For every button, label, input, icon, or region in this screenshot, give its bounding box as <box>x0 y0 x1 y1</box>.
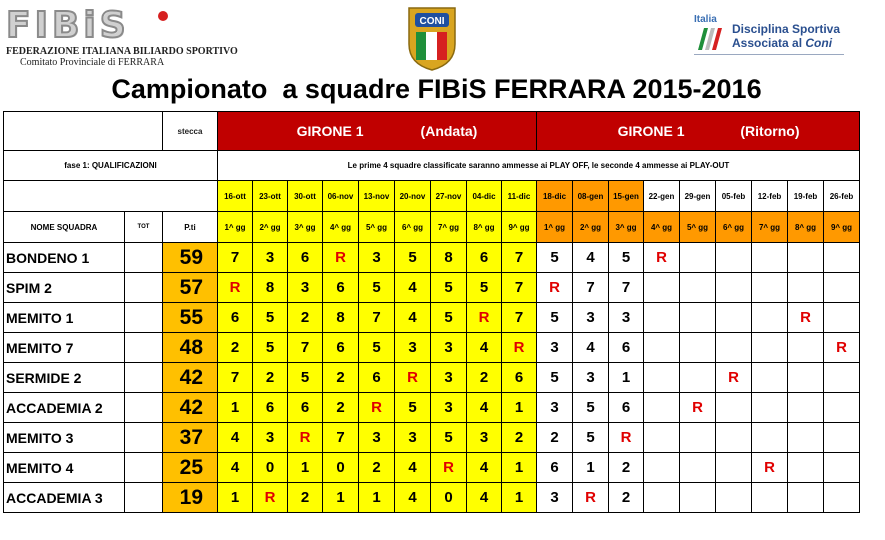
date-header: 22-gen <box>644 181 680 212</box>
fibis-logo-letters: FIBiS <box>6 5 130 46</box>
round-score: 6 <box>288 393 323 423</box>
round-score <box>716 453 752 483</box>
tot-cell <box>125 243 163 273</box>
round-score: 1 <box>573 453 609 483</box>
table-row <box>4 333 860 363</box>
italia-flag-mark-icon <box>696 26 724 52</box>
round-score <box>644 453 680 483</box>
round-score: 5 <box>431 303 467 333</box>
round-score: 3 <box>537 393 573 423</box>
round-score <box>680 303 716 333</box>
round-score <box>644 333 680 363</box>
round-score: 5 <box>537 303 573 333</box>
date-header: 26-feb <box>824 181 860 212</box>
round-score: R <box>467 303 502 333</box>
round-score <box>716 333 752 363</box>
round-score: 4 <box>467 393 502 423</box>
team-col-header: NOME SQUADRA <box>4 212 125 243</box>
date-header: 16-ott <box>218 181 253 212</box>
round-score <box>716 273 752 303</box>
round-score: 6 <box>609 333 644 363</box>
round-score: R <box>395 363 431 393</box>
round-score: 6 <box>537 453 573 483</box>
round-header: 9^ gg <box>824 212 860 243</box>
header-row-girone <box>4 112 860 151</box>
round-score <box>788 393 824 423</box>
round-score: 1 <box>502 453 537 483</box>
round-score <box>788 483 824 513</box>
round-header: 2^ gg <box>253 212 288 243</box>
blank-cell <box>4 181 218 212</box>
round-score: 2 <box>253 363 288 393</box>
date-header: 19-feb <box>788 181 824 212</box>
round-score: R <box>644 243 680 273</box>
round-score: 5 <box>395 243 431 273</box>
ritorno-girone: GIRONE 1 <box>617 123 685 139</box>
round-score <box>788 423 824 453</box>
italia-coni: Coni <box>805 36 833 50</box>
round-score <box>716 483 752 513</box>
round-header: 1^ gg <box>537 212 573 243</box>
round-score: R <box>502 333 537 363</box>
round-header: 9^ gg <box>502 212 537 243</box>
round-header: 4^ gg <box>323 212 359 243</box>
stecca-label: stecca <box>163 112 218 151</box>
tot-cell <box>125 333 163 363</box>
date-header: 15-gen <box>609 181 644 212</box>
round-score <box>752 243 788 273</box>
team-name: SERMIDE 2 <box>4 363 125 393</box>
round-score: 0 <box>253 453 288 483</box>
date-header: 30-ott <box>288 181 323 212</box>
round-score: 3 <box>359 423 395 453</box>
round-score <box>824 483 860 513</box>
round-score: 3 <box>431 333 467 363</box>
round-score: 3 <box>573 363 609 393</box>
round-score: 4 <box>218 453 253 483</box>
round-score <box>752 303 788 333</box>
round-score: 2 <box>609 483 644 513</box>
round-score <box>752 423 788 453</box>
round-score: 5 <box>253 333 288 363</box>
phase-note: Le prime 4 squadre classificate saranno ammesse ai PLAY OFF, le seconde 4 ammesse ai PLAY-OUT <box>218 151 860 181</box>
italia-word: Italia <box>694 14 717 25</box>
date-header: 12-feb <box>752 181 788 212</box>
round-score: 3 <box>537 333 573 363</box>
round-score: 3 <box>253 423 288 453</box>
tot-cell <box>125 393 163 423</box>
tot-cell <box>125 303 163 333</box>
round-score: 4 <box>467 483 502 513</box>
round-score: R <box>573 483 609 513</box>
round-score: 4 <box>573 243 609 273</box>
round-score: 4 <box>395 303 431 333</box>
date-header: 08-gen <box>573 181 609 212</box>
round-header: 8^ gg <box>788 212 824 243</box>
round-score <box>824 393 860 423</box>
round-score <box>752 333 788 363</box>
round-score: 6 <box>609 393 644 423</box>
round-score: R <box>431 453 467 483</box>
round-score <box>716 243 752 273</box>
round-score: 3 <box>609 303 644 333</box>
header-row-dates <box>4 181 860 212</box>
round-score: 0 <box>431 483 467 513</box>
round-score: R <box>609 423 644 453</box>
date-header: 06-nov <box>323 181 359 212</box>
round-score: 2 <box>218 333 253 363</box>
round-score: 3 <box>288 273 323 303</box>
round-score <box>644 273 680 303</box>
team-points: 57 <box>163 273 218 303</box>
blank-cell <box>4 112 163 151</box>
round-score <box>752 273 788 303</box>
round-header: 3^ gg <box>288 212 323 243</box>
round-score: 5 <box>431 273 467 303</box>
round-score: 2 <box>609 453 644 483</box>
round-score: 3 <box>537 483 573 513</box>
round-score: R <box>716 363 752 393</box>
round-score <box>788 453 824 483</box>
round-score: 3 <box>395 423 431 453</box>
team-name: MEMITO 1 <box>4 303 125 333</box>
round-score <box>824 453 860 483</box>
ritorno-header <box>537 112 860 151</box>
round-score: 8 <box>253 273 288 303</box>
team-points: 25 <box>163 453 218 483</box>
team-name: SPIM 2 <box>4 273 125 303</box>
round-score: 6 <box>323 273 359 303</box>
andata-header <box>218 112 537 151</box>
date-header: 11-dic <box>502 181 537 212</box>
round-score <box>752 393 788 423</box>
round-score: 6 <box>253 393 288 423</box>
round-score <box>824 423 860 453</box>
billiard-ball-icon <box>158 11 168 21</box>
andata-girone: GIRONE 1 <box>296 123 364 139</box>
round-score: 5 <box>537 363 573 393</box>
italia-line2: Associata al <box>732 36 803 50</box>
round-score: 7 <box>502 303 537 333</box>
round-score <box>644 423 680 453</box>
round-score <box>680 363 716 393</box>
tot-cell <box>125 363 163 393</box>
round-score: R <box>537 273 573 303</box>
round-score: 3 <box>395 333 431 363</box>
round-score: 2 <box>323 363 359 393</box>
team-points: 42 <box>163 363 218 393</box>
round-score: 1 <box>218 483 253 513</box>
round-header: 5^ gg <box>680 212 716 243</box>
italia-line2-wrap <box>732 36 840 50</box>
round-score: 7 <box>218 243 253 273</box>
round-score: 4 <box>395 483 431 513</box>
team-name: BONDENO 1 <box>4 243 125 273</box>
round-score: 4 <box>467 453 502 483</box>
team-points: 42 <box>163 393 218 423</box>
table-row <box>4 483 860 513</box>
table-row <box>4 453 860 483</box>
round-score <box>824 273 860 303</box>
round-score: 2 <box>467 363 502 393</box>
tot-cell <box>125 483 163 513</box>
round-score: 6 <box>502 363 537 393</box>
coni-badge-text: CONI <box>419 16 445 27</box>
round-score <box>788 363 824 393</box>
phase-label: fase 1: QUALIFICAZIONI <box>4 151 218 181</box>
round-score: 5 <box>467 273 502 303</box>
italia-coni-logo <box>694 14 854 56</box>
round-header: 7^ gg <box>752 212 788 243</box>
round-score: 2 <box>323 393 359 423</box>
team-points: 59 <box>163 243 218 273</box>
round-score <box>680 273 716 303</box>
table-row <box>4 273 860 303</box>
round-score: 5 <box>253 303 288 333</box>
fibis-committee: Comitato Provinciale di FERRARA <box>20 57 165 68</box>
italia-divider <box>694 54 844 55</box>
round-score <box>680 333 716 363</box>
team-name: MEMITO 4 <box>4 453 125 483</box>
round-header: 6^ gg <box>716 212 752 243</box>
team-points: 55 <box>163 303 218 333</box>
round-score: 1 <box>502 483 537 513</box>
round-score <box>680 423 716 453</box>
round-score: 5 <box>288 363 323 393</box>
round-score: R <box>323 243 359 273</box>
coni-shield-icon <box>403 4 461 72</box>
tot-cell <box>125 423 163 453</box>
round-score: 5 <box>537 243 573 273</box>
team-name: ACCADEMIA 3 <box>4 483 125 513</box>
round-score <box>680 453 716 483</box>
round-score: 5 <box>431 423 467 453</box>
round-score: 5 <box>573 393 609 423</box>
header-row-phase <box>4 151 860 181</box>
round-score: R <box>253 483 288 513</box>
round-score: 2 <box>537 423 573 453</box>
round-score: 7 <box>323 423 359 453</box>
team-points: 37 <box>163 423 218 453</box>
round-score <box>788 243 824 273</box>
round-score: R <box>680 393 716 423</box>
round-score <box>644 363 680 393</box>
round-score: 6 <box>288 243 323 273</box>
round-score: R <box>824 333 860 363</box>
round-score: 3 <box>253 243 288 273</box>
round-score <box>644 303 680 333</box>
team-points: 48 <box>163 333 218 363</box>
round-score: 4 <box>395 453 431 483</box>
standings-table <box>3 111 860 513</box>
date-header: 05-feb <box>716 181 752 212</box>
round-header: 6^ gg <box>395 212 431 243</box>
round-score: R <box>752 453 788 483</box>
round-score <box>752 363 788 393</box>
team-name: MEMITO 7 <box>4 333 125 363</box>
round-score: 3 <box>431 363 467 393</box>
round-score: 2 <box>502 423 537 453</box>
round-score: 1 <box>218 393 253 423</box>
round-score: 7 <box>359 303 395 333</box>
round-score: 4 <box>395 273 431 303</box>
round-score <box>788 333 824 363</box>
round-score <box>716 303 752 333</box>
round-score <box>644 393 680 423</box>
round-header: 3^ gg <box>609 212 644 243</box>
round-score: R <box>288 423 323 453</box>
round-score: 7 <box>218 363 253 393</box>
round-score: 3 <box>467 423 502 453</box>
round-score: 6 <box>359 363 395 393</box>
tot-col-header: TOT <box>125 212 163 243</box>
round-score: 1 <box>323 483 359 513</box>
round-score: 2 <box>288 483 323 513</box>
round-score <box>788 273 824 303</box>
italia-line1: Disciplina Sportiva <box>732 22 841 36</box>
round-score: 6 <box>467 243 502 273</box>
date-header: 29-gen <box>680 181 716 212</box>
date-header: 27-nov <box>431 181 467 212</box>
round-score: 4 <box>467 333 502 363</box>
round-score: 6 <box>218 303 253 333</box>
round-score: 3 <box>573 303 609 333</box>
round-score: 4 <box>573 333 609 363</box>
round-score: 5 <box>359 273 395 303</box>
round-score: 5 <box>359 333 395 363</box>
round-header: 8^ gg <box>467 212 502 243</box>
round-score: 6 <box>323 333 359 363</box>
points-col-header: P.ti <box>163 212 218 243</box>
round-score: 2 <box>359 453 395 483</box>
round-score <box>824 243 860 273</box>
round-score: 8 <box>323 303 359 333</box>
table-row <box>4 363 860 393</box>
round-score <box>824 363 860 393</box>
round-score: 3 <box>431 393 467 423</box>
round-score <box>752 483 788 513</box>
table-row <box>4 423 860 453</box>
round-header: 4^ gg <box>644 212 680 243</box>
round-score: 4 <box>218 423 253 453</box>
round-score: 2 <box>288 303 323 333</box>
round-score: 7 <box>502 243 537 273</box>
round-score <box>644 483 680 513</box>
round-score: 7 <box>573 273 609 303</box>
header-row-rounds <box>4 212 860 243</box>
tot-cell <box>125 453 163 483</box>
round-header: 2^ gg <box>573 212 609 243</box>
round-score: 8 <box>431 243 467 273</box>
round-score: 5 <box>609 243 644 273</box>
page-title: Campionato a squadre FIBiS FERRARA 2015-2016 <box>111 74 762 104</box>
round-score: 1 <box>502 393 537 423</box>
round-score <box>680 483 716 513</box>
team-name: ACCADEMIA 2 <box>4 393 125 423</box>
round-score: 5 <box>573 423 609 453</box>
round-score: R <box>359 393 395 423</box>
round-score: 7 <box>609 273 644 303</box>
round-score: 0 <box>323 453 359 483</box>
round-score: 5 <box>395 393 431 423</box>
round-score: 7 <box>502 273 537 303</box>
round-header: 5^ gg <box>359 212 395 243</box>
team-points: 19 <box>163 483 218 513</box>
ritorno-label: (Ritorno) <box>740 123 800 139</box>
round-score: 1 <box>288 453 323 483</box>
date-header: 23-ott <box>253 181 288 212</box>
round-score <box>824 303 860 333</box>
round-score <box>680 243 716 273</box>
team-name: MEMITO 3 <box>4 423 125 453</box>
italia-logo-text <box>732 22 840 50</box>
fibis-org-name: FEDERAZIONE ITALIANA BILIARDO SPORTIVO <box>6 46 238 57</box>
date-header: 20-nov <box>395 181 431 212</box>
date-header: 04-dic <box>467 181 502 212</box>
table-row <box>4 303 860 333</box>
fibis-logo <box>6 5 238 68</box>
date-header: 13-nov <box>359 181 395 212</box>
round-score: 1 <box>359 483 395 513</box>
round-score <box>716 423 752 453</box>
round-score: 7 <box>288 333 323 363</box>
round-score: 1 <box>609 363 644 393</box>
andata-label: (Andata) <box>420 123 478 139</box>
round-score: R <box>218 273 253 303</box>
date-header: 18-dic <box>537 181 573 212</box>
tot-cell <box>125 273 163 303</box>
table-row <box>4 243 860 273</box>
round-header: 7^ gg <box>431 212 467 243</box>
round-score <box>716 393 752 423</box>
round-header: 1^ gg <box>218 212 253 243</box>
table-row <box>4 393 860 423</box>
round-score: 3 <box>359 243 395 273</box>
round-score: R <box>788 303 824 333</box>
